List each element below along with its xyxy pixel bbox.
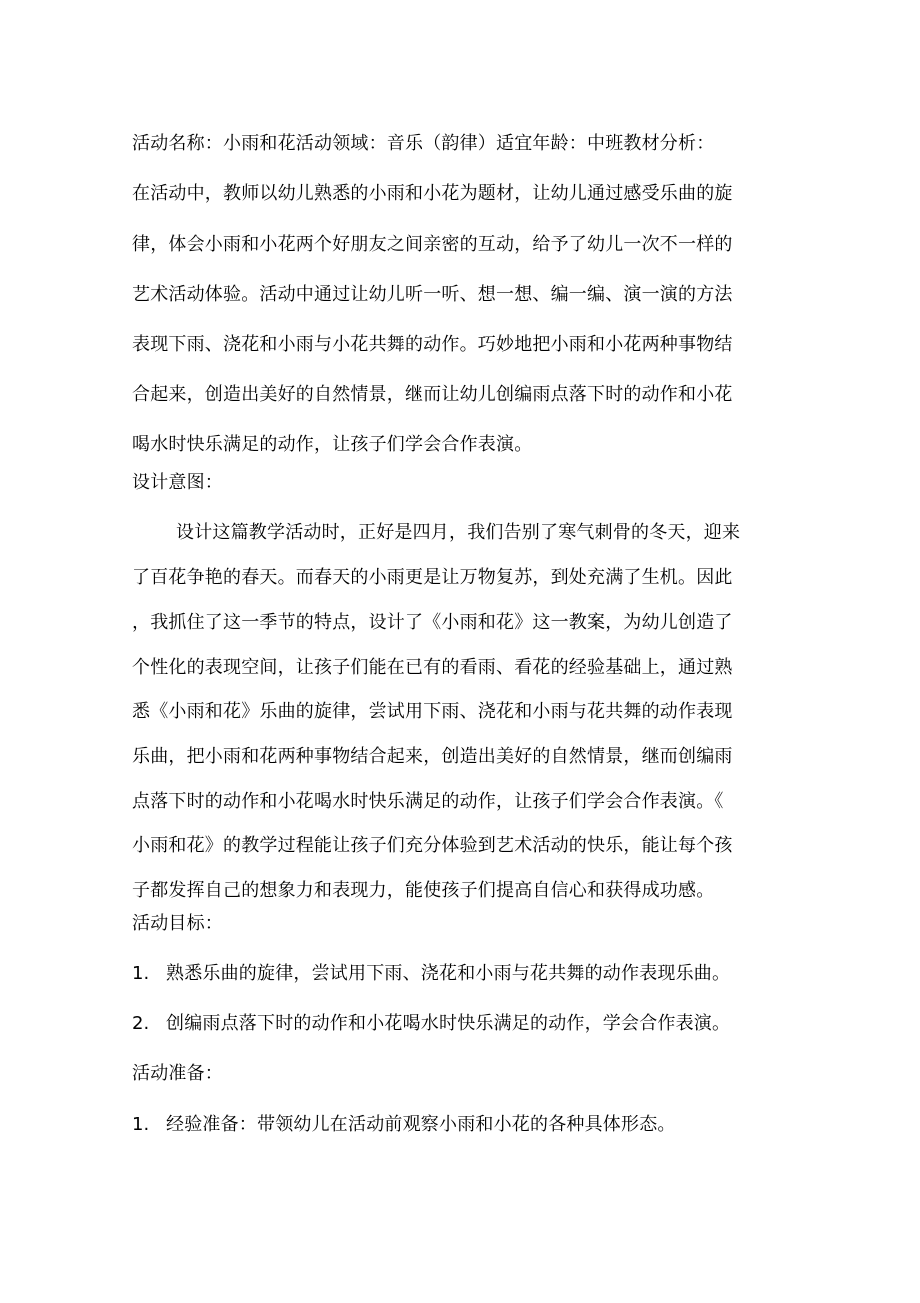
goals-heading: 活动目标： bbox=[132, 913, 223, 934]
design-line: ，我抓住了这一季节的特点，设计了《小雨和花》这一教案，为幼儿创造了 bbox=[132, 612, 733, 633]
prep-text: 经验准备：带领幼儿在活动前观察小雨和小花的各种具体形态。 bbox=[166, 1114, 676, 1135]
goal-number: 1. bbox=[132, 963, 150, 984]
design-heading: 设计意图： bbox=[132, 472, 223, 493]
prep-number: 1. bbox=[132, 1114, 150, 1135]
analysis-line: 律，体会小雨和小花两个好朋友之间亲密的互动，给予了幼儿一次不一样的 bbox=[132, 234, 733, 255]
analysis-line: 表现下雨、浇花和小雨与小花共舞的动作。巧妙地把小雨和小花两种事物结 bbox=[132, 334, 733, 355]
design-line: 小雨和花》的教学过程能让孩子们充分体验到艺术活动的快乐，能让每个孩 bbox=[132, 835, 733, 856]
design-line: 了百花争艳的春天。而春天的小雨更是让万物复苏，到处充满了生机。因此 bbox=[132, 567, 733, 588]
prep-heading: 活动准备： bbox=[132, 1063, 223, 1084]
design-line: 设计这篇教学活动时，正好是四月，我们告别了寒气刺骨的冬天，迎来 bbox=[176, 522, 741, 543]
analysis-line: 喝水时快乐满足的动作，让孩子们学会合作表演。 bbox=[132, 434, 533, 455]
goal-text: 熟悉乐曲的旋律，尝试用下雨、浇花和小雨与花共舞的动作表现乐曲。 bbox=[166, 963, 731, 984]
goal-number: 2. bbox=[132, 1013, 150, 1034]
header-line: 活动名称：小雨和花活动领域：音乐（韵律）适宜年龄：中班教材分析： bbox=[132, 133, 715, 154]
analysis-line: 在活动中，教师以幼儿熟悉的小雨和小花为题材，让幼儿通过感受乐曲的旋 bbox=[132, 183, 733, 204]
design-line: 乐曲，把小雨和花两种事物结合起来，创造出美好的自然情景，继而创编雨 bbox=[132, 746, 733, 767]
design-line: 点落下时的动作和小花喝水时快乐满足的动作，让孩子们学会合作表演。《 bbox=[132, 791, 724, 812]
design-line: 悉《小雨和花》乐曲的旋律，尝试用下雨、浇花和小雨与花共舞的动作表现 bbox=[132, 701, 733, 722]
analysis-line: 合起来，创造出美好的自然情景，继而让幼儿创编雨点落下时的动作和小花 bbox=[132, 384, 733, 405]
goal-text: 创编雨点落下时的动作和小花喝水时快乐满足的动作，学会合作表演。 bbox=[166, 1013, 731, 1034]
analysis-line: 艺术活动体验。活动中通过让幼儿听一听、想一想、编一编、演一演的方法 bbox=[132, 284, 733, 305]
design-line: 子都发挥自己的想象力和表现力，能使孩子们提高自信心和获得成功感。 bbox=[132, 880, 715, 901]
design-line: 个性化的表现空间，让孩子们能在已有的看雨、看花的经验基础上，通过熟 bbox=[132, 657, 733, 678]
